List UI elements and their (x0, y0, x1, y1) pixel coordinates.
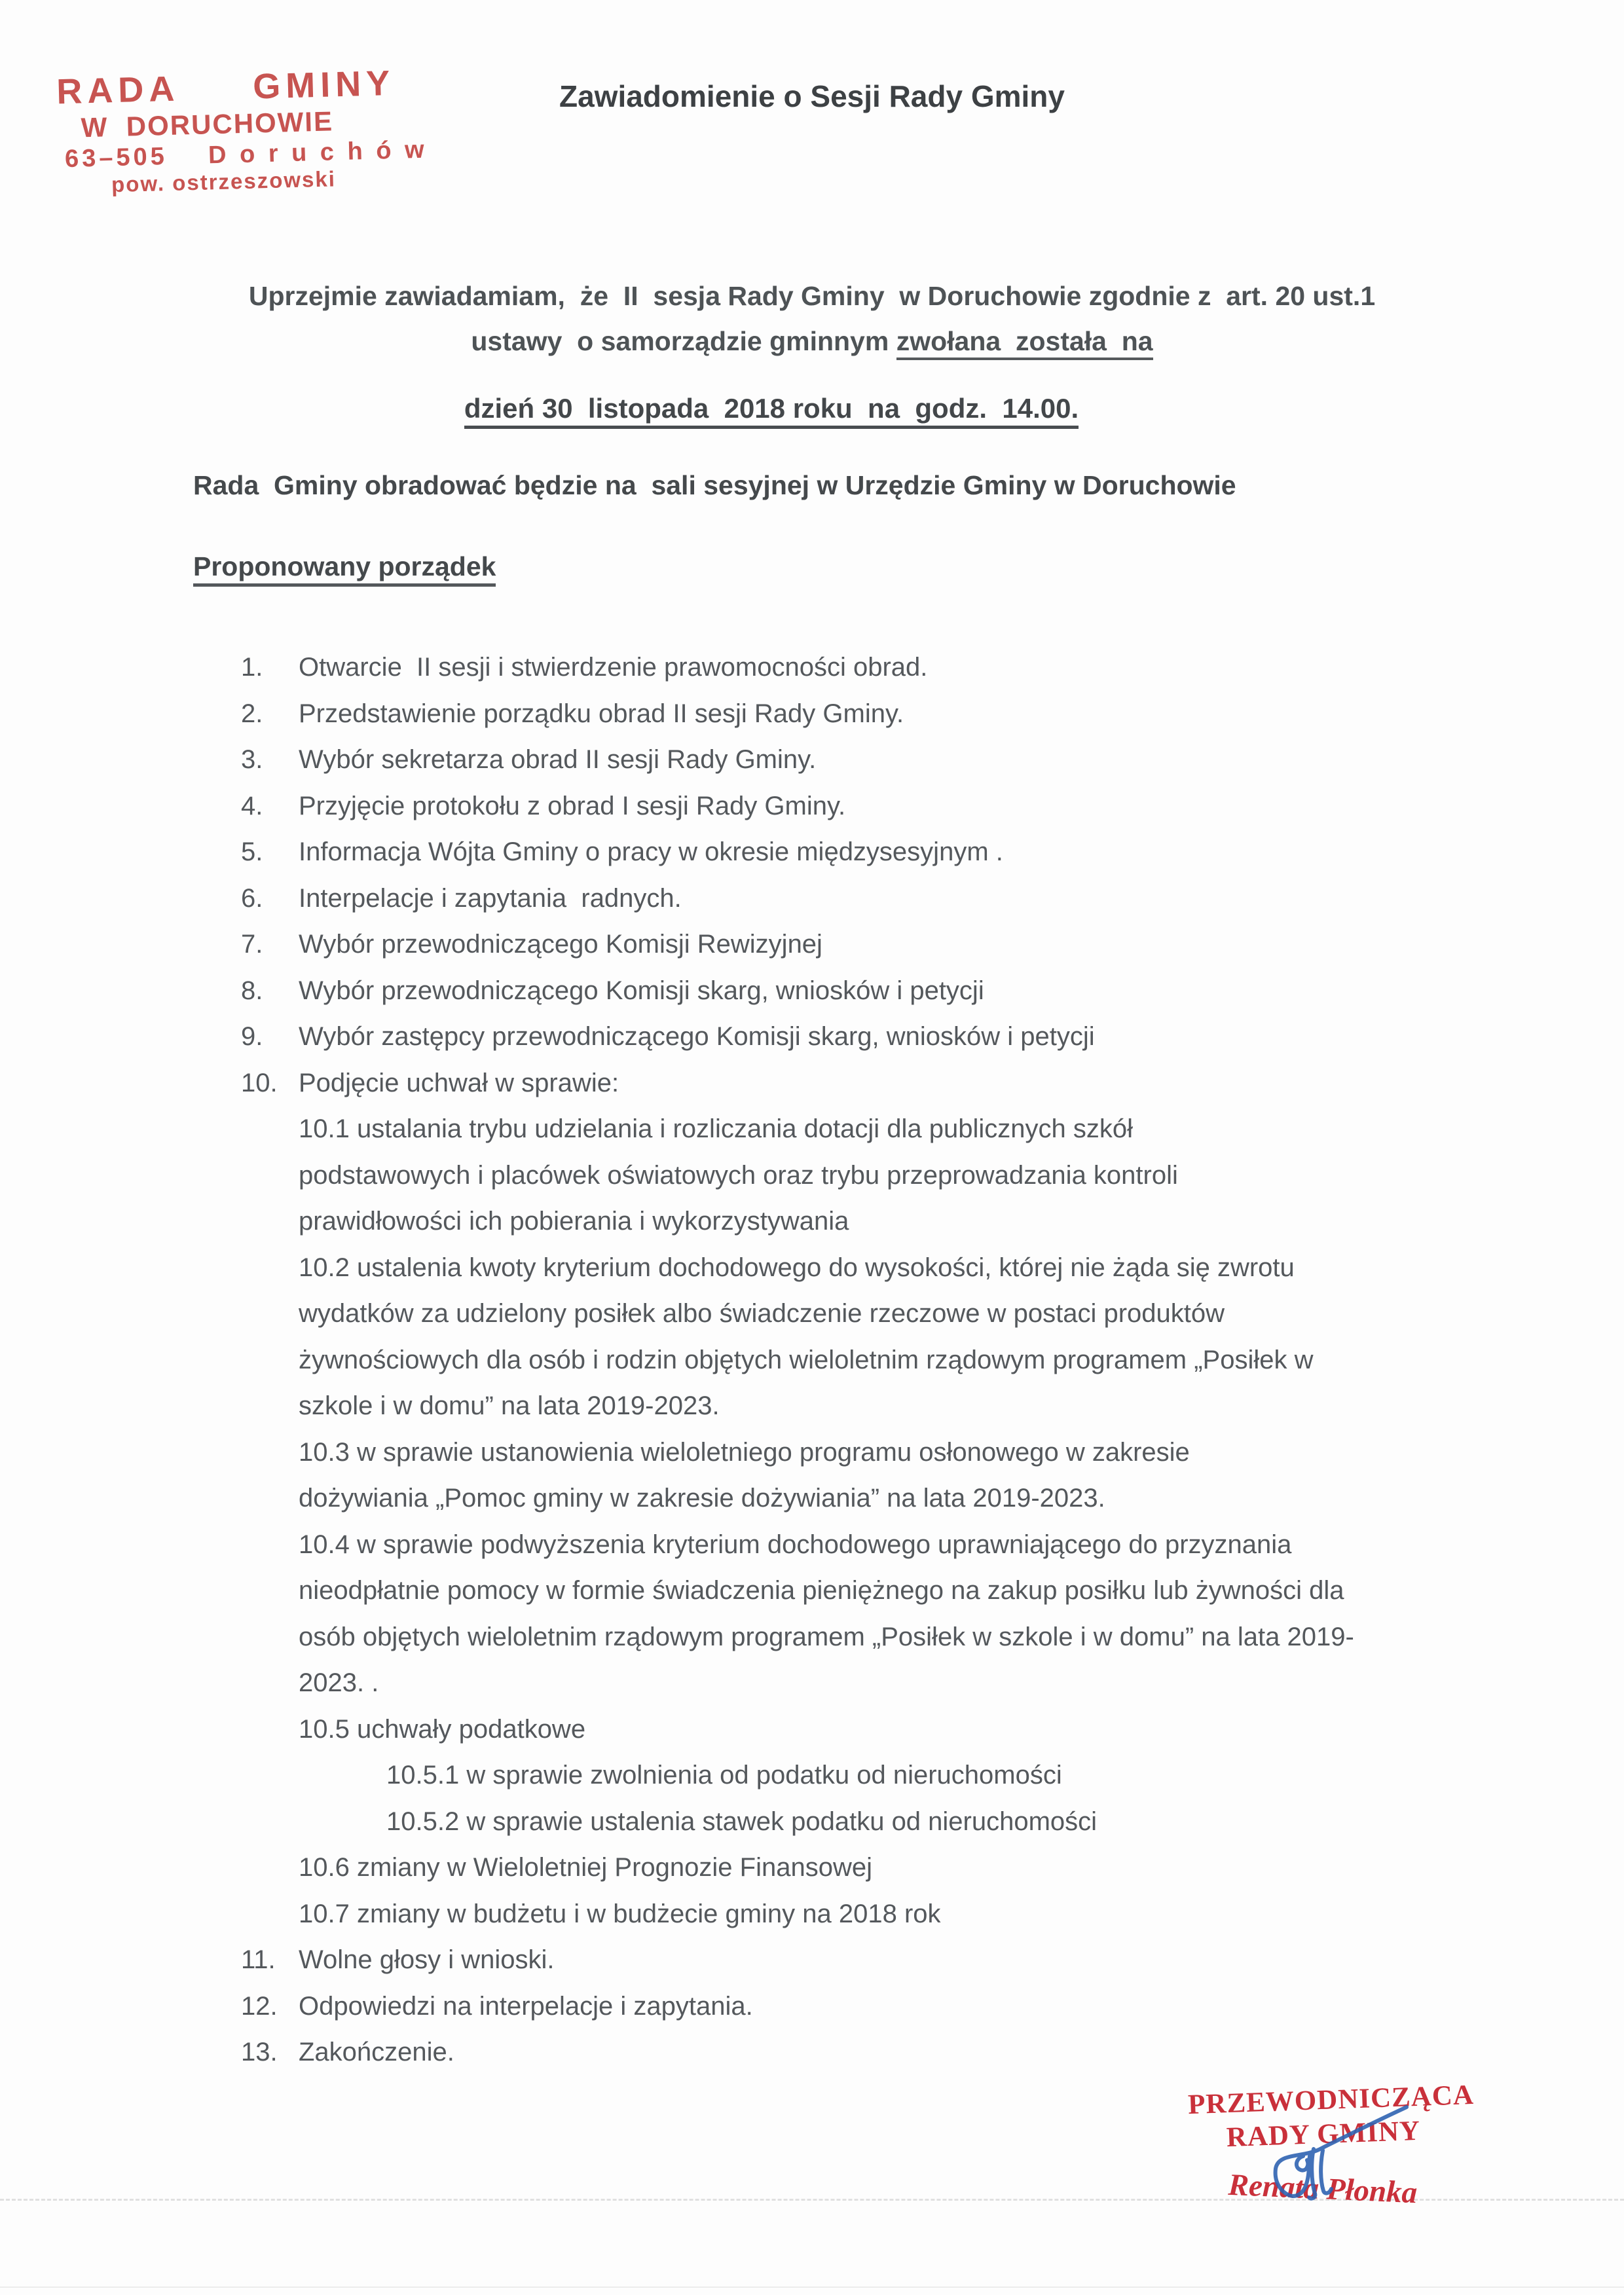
agenda-row-number: 10. (241, 1068, 278, 1097)
agenda-row-text: wydatków za udzielony posiłek albo świadczenie rzeczowe w postaci produktów (299, 1299, 1225, 1328)
agenda-row (241, 1337, 1538, 1384)
venue-line: Rada Gminy obradować będzie na sali sesyjnej w Urzędzie Gminy w Doruchowie (193, 470, 1236, 500)
agenda-row (241, 1152, 1538, 1199)
agenda-row (241, 1752, 1538, 1799)
chairwoman-role (1187, 2079, 1475, 2156)
agenda-row-text: Wybór przewodniczącego Komisji skarg, wniosków i petycji (299, 976, 984, 1005)
office-stamp-line1: RADA GMINY (56, 63, 396, 112)
chairwoman-role-line2: RADY GMINY (1226, 2115, 1421, 2154)
agenda-row-text: 10.5.2 w sprawie ustalenia stawek podatku od nieruchomości (386, 1807, 1098, 1836)
office-stamp-line4: pow. ostrzeszowski (111, 166, 337, 196)
agenda-row (241, 1291, 1538, 1337)
agenda-list (241, 644, 1538, 2076)
agenda-row-number: 6. (241, 883, 263, 913)
agenda-row-text: Odpowiedzi na interpelacje i zapytania. (299, 1991, 753, 2021)
agenda-row (241, 1937, 1538, 1983)
agenda-row (241, 737, 1538, 783)
agenda-row (241, 1106, 1538, 1152)
agenda-row-text: Interpelacje i zapytania radnych. (299, 883, 682, 913)
agenda-row-number: 13. (241, 2038, 278, 2066)
agenda-row-number: 4. (241, 791, 263, 820)
intro-line1-pre: Uprzejmie zawiadamiam, że (248, 281, 623, 311)
agenda-row (241, 1475, 1538, 1522)
agenda-row-number: 1. (241, 653, 263, 682)
agenda-row (241, 1060, 1538, 1107)
intro-line-1 (157, 274, 1467, 319)
chairwoman-name: Renata Płonka (1227, 2167, 1418, 2211)
agenda-row (241, 1245, 1538, 1291)
agenda-row-text: osób objętych wieloletnim rządowym programem „Posiłek w szkole i w domu” na lata 2019- (299, 1622, 1354, 1651)
agenda-row (241, 1983, 1538, 2030)
agenda-row-text: 10.2 ustalenia kwoty kryterium dochodowego do wysokości, której nie żąda się zwrotu (299, 1253, 1295, 1282)
session-number: II (623, 281, 638, 311)
agenda-row-text: 10.5 uchwały podatkowe (299, 1714, 586, 1744)
agenda-row-text: Informacja Wójta Gminy o pracy w okresie międzysesyjnym . (299, 837, 1003, 866)
agenda-row (241, 1198, 1538, 1245)
session-date-line (117, 393, 1426, 424)
agenda-row-number: 7. (241, 930, 263, 959)
scan-artifact-bottom-line (0, 2286, 1624, 2288)
agenda-row-text: żywnościowych dla osób i rodzin objętych wieloletnim rządowym programem „Posiłek w (299, 1345, 1314, 1374)
office-stamp-line3: 63–505 D o r u c h ó w (64, 136, 428, 173)
agenda-row-text: 2023. . (299, 1668, 379, 1697)
agenda-row (241, 921, 1538, 968)
intro-line-2 (157, 319, 1467, 364)
agenda-row (241, 1799, 1538, 1845)
agenda-row (241, 875, 1538, 922)
chairwoman-seal (1187, 2079, 1475, 2211)
chairwoman-role-line1: PRZEWODNICZĄCA (1187, 2079, 1475, 2121)
agenda-row-number: 3. (241, 745, 263, 774)
agenda-row (241, 1014, 1538, 1060)
agenda-row-number: 11. (241, 1945, 276, 1974)
agenda-row-text: 10.6 zmiany w Wieloletniej Prognozie Finansowej (299, 1853, 872, 1882)
intro-line1-post: sesja Rady Gminy w Doruchowie zgodnie z art. 20 ust.1 (638, 281, 1376, 311)
agenda-row (241, 1429, 1538, 1476)
agenda-row-text: Wybór zastępcy przewodniczącego Komisji skarg, wniosków i petycji (299, 1022, 1095, 1051)
agenda-row-text: 10.7 zmiany w budżetu i w budżecie gminy na 2018 rok (299, 1899, 941, 1928)
agenda-row-text: Przyjęcie protokołu z obrad I sesji Rady Gminy. (299, 791, 846, 820)
agenda-row-text: 10.5.1 w sprawie zwolnienia od podatku od nieruchomości (386, 1761, 1062, 1790)
agenda-row-number: 2. (241, 699, 263, 728)
agenda-row-text: 10.3 w sprawie ustanowienia wieloletniego programu osłonowego w zakresie (299, 1437, 1190, 1467)
agenda-row-text: dożywiania „Pomoc gminy w zakresie dożywiania” na lata 2019-2023. (299, 1484, 1105, 1513)
agenda-row (241, 783, 1538, 830)
agenda-row-text: 10.4 w sprawie podwyższenia kryterium dochodowego uprawniającego do przyznania (299, 1530, 1292, 1559)
agenda-row (241, 1891, 1538, 1937)
agenda-row (241, 1568, 1538, 1614)
page-title: Zawiadomienie o Sesji Rady Gminy (559, 79, 1065, 113)
agenda-row (241, 1706, 1538, 1753)
agenda-row (241, 691, 1538, 737)
agenda-row-text: Podjęcie uchwał w sprawie: (299, 1068, 619, 1097)
agenda-row (241, 968, 1538, 1014)
agenda-row-text: podstawowych i placówek oświatowych oraz trybu przeprowadzania kontroli (299, 1160, 1178, 1190)
agenda-row-number: 5. (241, 837, 263, 866)
intro-paragraph (157, 274, 1467, 364)
agenda-row (241, 1660, 1538, 1706)
agenda-row-text: 10.1 ustalania trybu udzielania i rozliczania dotacji dla publicznych szkół (299, 1114, 1134, 1143)
agenda-row-text: Zakończenie. (299, 2038, 454, 2066)
intro-line2-pre: ustawy o samorządzie gminnym (471, 326, 896, 356)
agenda-row-text: Przedstawienie porządku obrad II sesji Rady Gminy. (299, 699, 904, 728)
agenda-row-text: prawidłowości ich pobierania i wykorzystywania (299, 1207, 849, 1236)
agenda-heading (193, 551, 496, 582)
agenda-row-text: szkole i w domu” na lata 2019-2023. (299, 1391, 720, 1420)
agenda-row-number: 12. (241, 1991, 278, 2021)
session-date-text: dzień 30 listopada 2018 roku na godz. 14.00. (464, 393, 1079, 429)
agenda-row-number: 9. (241, 1022, 263, 1051)
agenda-row-text: nieodpłatnie pomocy w formie świadczenia pieniężnego na zakup posiłku lub żywności dla (299, 1576, 1344, 1605)
agenda-row-text: Wybór sekretarza obrad II sesji Rady Gminy. (299, 745, 817, 774)
agenda-row (241, 1845, 1538, 1891)
agenda-row (241, 1614, 1538, 1661)
agenda-row-text: Wybór przewodniczącego Komisji Rewizyjnej (299, 930, 822, 959)
agenda-row (241, 2029, 1538, 2076)
agenda-row (241, 644, 1538, 691)
office-stamp-line2: W DORUCHOWIE (81, 105, 334, 143)
agenda-row (241, 1522, 1538, 1568)
agenda-row (241, 1383, 1538, 1429)
agenda-row-text: Otwarcie II sesji i stwierdzenie prawomocności obrad. (299, 653, 928, 682)
agenda-row-text: Wolne głosy i wnioski. (299, 1945, 555, 1974)
agenda-heading-text: Proponowany porządek (193, 551, 496, 587)
agenda-row-number: 8. (241, 976, 263, 1005)
intro-line2-underlined: zwołana została na (896, 326, 1153, 360)
agenda-row (241, 829, 1538, 875)
